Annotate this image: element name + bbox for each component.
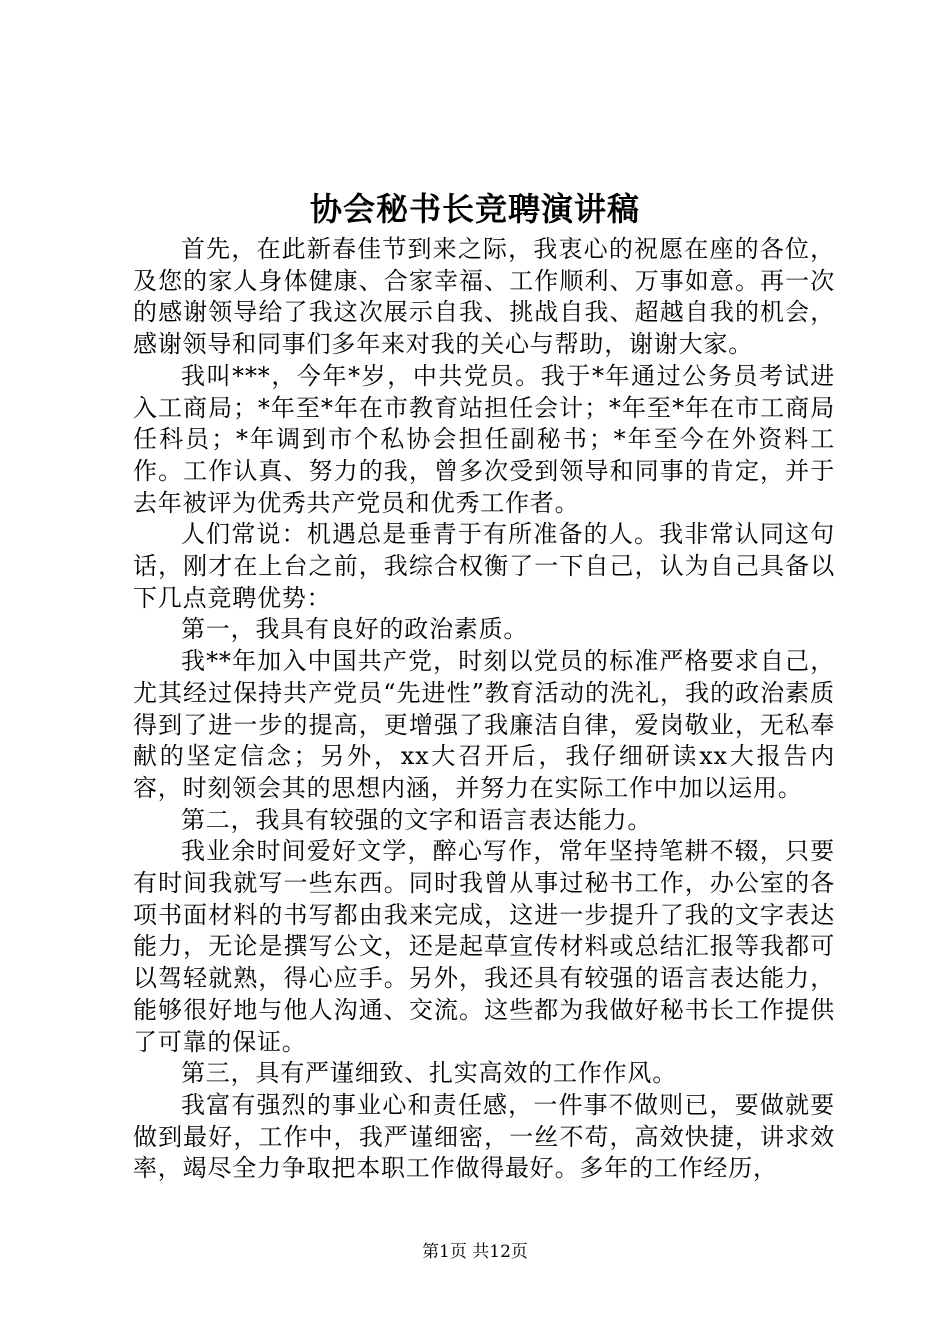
paragraph-advantages-intro: 人们常说：机遇总是垂青于有所准备的人。我非常认同这句话，刚才在上台之前，我综合权衡了一下自己，认为自己具备以下几点竞聘优势： [133,520,835,612]
paragraph-political-quality: 我**年加入中国共产党，时刻以党员的标准严格要求自己，尤其经过保持共产党员“先进性”教育活动的洗礼，我的政治素质得到了进一步的提高，更增强了我廉洁自律，爱岗敬业，无私奉献的坚定信念；另外，xx大召开后，我仔细研读xx大报告内容，时刻领会其的思想内涵，并努力在实际工作中加以运用。 [133,647,835,802]
heading-third-advantage: 第三，具有严谨细致、扎实高效的工作作风。 [181,1059,677,1088]
document-title: 协会秘书长竞聘演讲稿 [309,190,640,228]
heading-second-advantage: 第二，我具有较强的文字和语言表达能力。 [181,805,653,834]
paragraph-writing-ability: 我业余时间爱好文学，醉心写作，常年坚持笔耕不辍，只要有时间我就写一些东西。同时我曾从事过秘书工作，办公室的各项书面材料的书写都由我来完成，这进一步提升了我的文字表达能力，无论是撰写公文，还是起草宣传材料或总结汇报等我都可以驾轻就熟，得心应手。另外，我还具有较强的语言表达能力，能够很好地与他人沟通、交流。这些都为我做好秘书长工作提供了可靠的保证。 [133,837,835,1056]
page-number-footer: 第1页 共12页 [422,1242,528,1262]
document-body [133,234,835,1185]
paragraph-introduction: 我叫***，今年*岁，中共党员。我于*年通过公务员考试进入工商局；*年至*年在市教育站担任会计；*年至*年在市工商局任科员；*年调到市个私协会担任副秘书；*年至今在外资料工作。工作认真、努力的我，曾多次受到领导和同事的肯定，并于去年被评为优秀共产党员和优秀工作者。 [133,361,835,517]
heading-first-advantage: 第一，我具有良好的政治素质。 [181,615,529,644]
paragraph-greeting: 首先，在此新春佳节到来之际，我衷心的祝愿在座的各位，及您的家人身体健康、合家幸福、工作顺利、万事如意。再一次的感谢领导给了我这次展示自我、挑战自我、超越自我的机会，感谢领导和同事们多年来对我的关心与帮助，谢谢大家。 [133,235,835,359]
paragraph-work-style: 我富有强烈的事业心和责任感，一件事不做则已，要做就要做到最好，工作中，我严谨细密，一丝不苟，高效快捷，讲求效率，竭尽全力争取把本职工作做得最好。多年的工作经历， [133,1090,835,1183]
